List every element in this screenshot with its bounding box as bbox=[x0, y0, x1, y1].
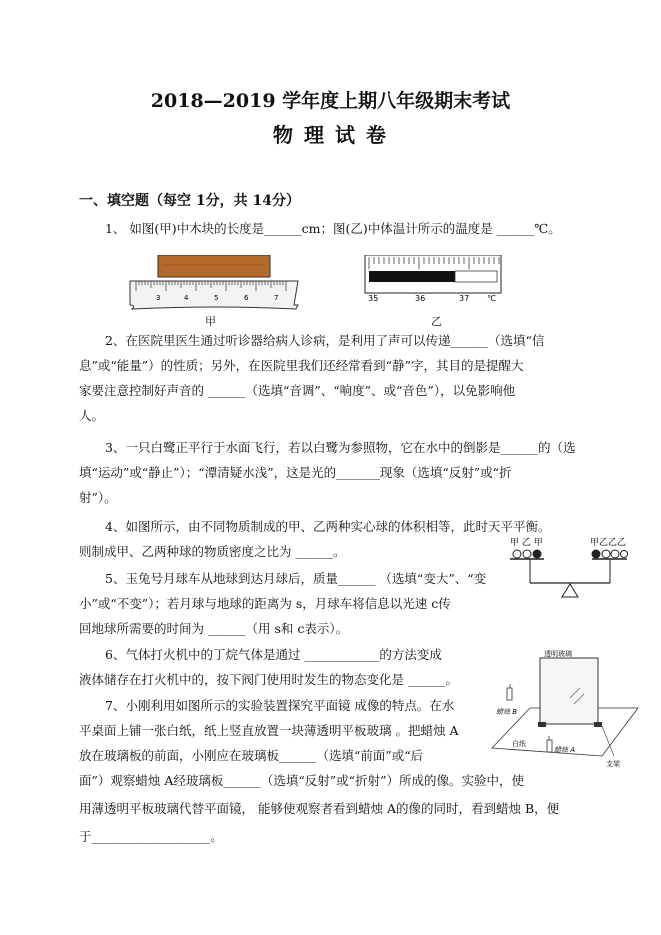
ruler-figure bbox=[128, 255, 308, 330]
ruler-tick-4: 4 bbox=[184, 294, 189, 302]
q2-line-3: 家要注意控制好声音的 ______（选填“音调”、“响度”、或“音色”），以免影响他 bbox=[79, 383, 516, 398]
thermo-unit: ℃ bbox=[487, 294, 496, 303]
thermo-tick-36: 36 bbox=[415, 294, 426, 303]
candle-b-label: 蜡烛 B bbox=[496, 708, 518, 716]
q7-line-1: 7、小刚利用如图所示的实验装置探究平面镜 成像的特点。在水 bbox=[105, 698, 455, 713]
q5-line-2: 小”或“不变”）；若月球与地球的距离为 s，月球车将信息以光速 c传 bbox=[79, 596, 451, 611]
thermo-tick-35: 35 bbox=[368, 294, 379, 303]
q6-line-2: 液体储存在打火机中的，按下阀门使用时发生的物态变化是 ______。 bbox=[79, 672, 458, 687]
q7-line-6: 于___________________。 bbox=[79, 829, 223, 844]
q7-line-4: 面”）观察蜡烛 A经玻璃板______（选填“反射”或“折射”）所成的像。实验中，使 bbox=[79, 773, 524, 788]
thermometer-figure bbox=[363, 255, 503, 305]
q6-line-1: 6、气体打火机中的丁烷气体是通过 ____________的方法变成 bbox=[105, 647, 442, 662]
q4-line-1: 4、如图所示，由不同物质制成的甲、乙两种实心球的体积相等，此时天平平衡。 bbox=[105, 519, 551, 534]
balance-right-label: 甲乙乙乙 bbox=[590, 538, 627, 548]
exam-subtitle: 物 理 试 卷 bbox=[273, 123, 388, 147]
q7-line-5: 用薄透明平板玻璃代替平面镜， 能够使观察者看到蜡烛 A的像的同时，看到蜡烛 B，便 bbox=[79, 801, 560, 816]
glass-plate bbox=[540, 658, 598, 724]
exam-title: 2018—2019 学年度上期八年级期末考试 bbox=[150, 90, 511, 112]
paper-label: 白纸 bbox=[512, 740, 526, 748]
fig-jia-label: 甲 bbox=[205, 315, 216, 328]
mercury-column bbox=[369, 271, 455, 282]
thermo-tick-37: 37 bbox=[459, 294, 470, 303]
glass-label: 透明玻璃 bbox=[544, 650, 572, 658]
q3-line-3: 射”）。 bbox=[79, 490, 117, 505]
wood-block bbox=[158, 255, 270, 277]
q7-line-2: 平桌面上铺一张白纸，纸上竖直放置一块薄透明平板玻璃 。把蜡烛 A bbox=[79, 723, 459, 738]
q3-line-2: 填“运动”或“静止”）；“潭清疑水浅”，这是光的_______现象（选填“反射”或“折 bbox=[79, 465, 512, 480]
q2-line-2: 息”或“能量”）的性质；另外，在医院里我们还经常看到“静”字，其目的是提醒大 bbox=[79, 358, 524, 373]
q3-line-1: 3、一只白鹭正平行于水面飞行，若以白鹭为参照物，它在水中的倒影是______的（选 bbox=[105, 440, 576, 455]
q1-text: 1、 如图(甲)中木块的长度是______cm；图(乙)中体温计所示的温度是 ______℃。 bbox=[105, 221, 561, 236]
candle-b bbox=[507, 688, 512, 700]
balance-fulcrum bbox=[562, 584, 578, 597]
section-heading: 一、填空题（每空 1分，共 14分） bbox=[79, 193, 300, 209]
ruler-tick-3: 3 bbox=[156, 294, 161, 302]
stand-label: 支架 bbox=[606, 760, 620, 768]
ruler-tick-5: 5 bbox=[214, 294, 219, 302]
q5-line-1: 5、玉兔号月球车从地球到达月球后，质量______ （选填“变大”、“变 bbox=[105, 571, 487, 586]
mirror-figure bbox=[490, 648, 640, 768]
candle-a bbox=[547, 740, 552, 752]
q2-line-1: 2、在医院里医生通过听诊器给病人诊病，是利用了声可以传递______（选填“信 bbox=[105, 333, 545, 348]
ruler-tick-7: 7 bbox=[274, 294, 279, 302]
balance-figure bbox=[508, 535, 628, 603]
fig-yi-label: 乙 bbox=[431, 315, 442, 328]
ruler-tick-6: 6 bbox=[244, 294, 249, 302]
candle-a-label: 蜡烛 A bbox=[554, 746, 576, 754]
balance-left-label: 甲 乙 甲 bbox=[510, 538, 543, 548]
q2-line-4: 人。 bbox=[79, 408, 105, 423]
q5-line-3: 回地球所需要的时间为 ______（用 s和 c表示）。 bbox=[79, 621, 349, 636]
q7-line-3: 放在玻璃板的前面，小刚应在玻璃板______（选填“前面”或“后 bbox=[79, 748, 424, 763]
q4-line-2: 则制成甲、乙两种球的物质密度之比为 ______。 bbox=[79, 544, 346, 559]
